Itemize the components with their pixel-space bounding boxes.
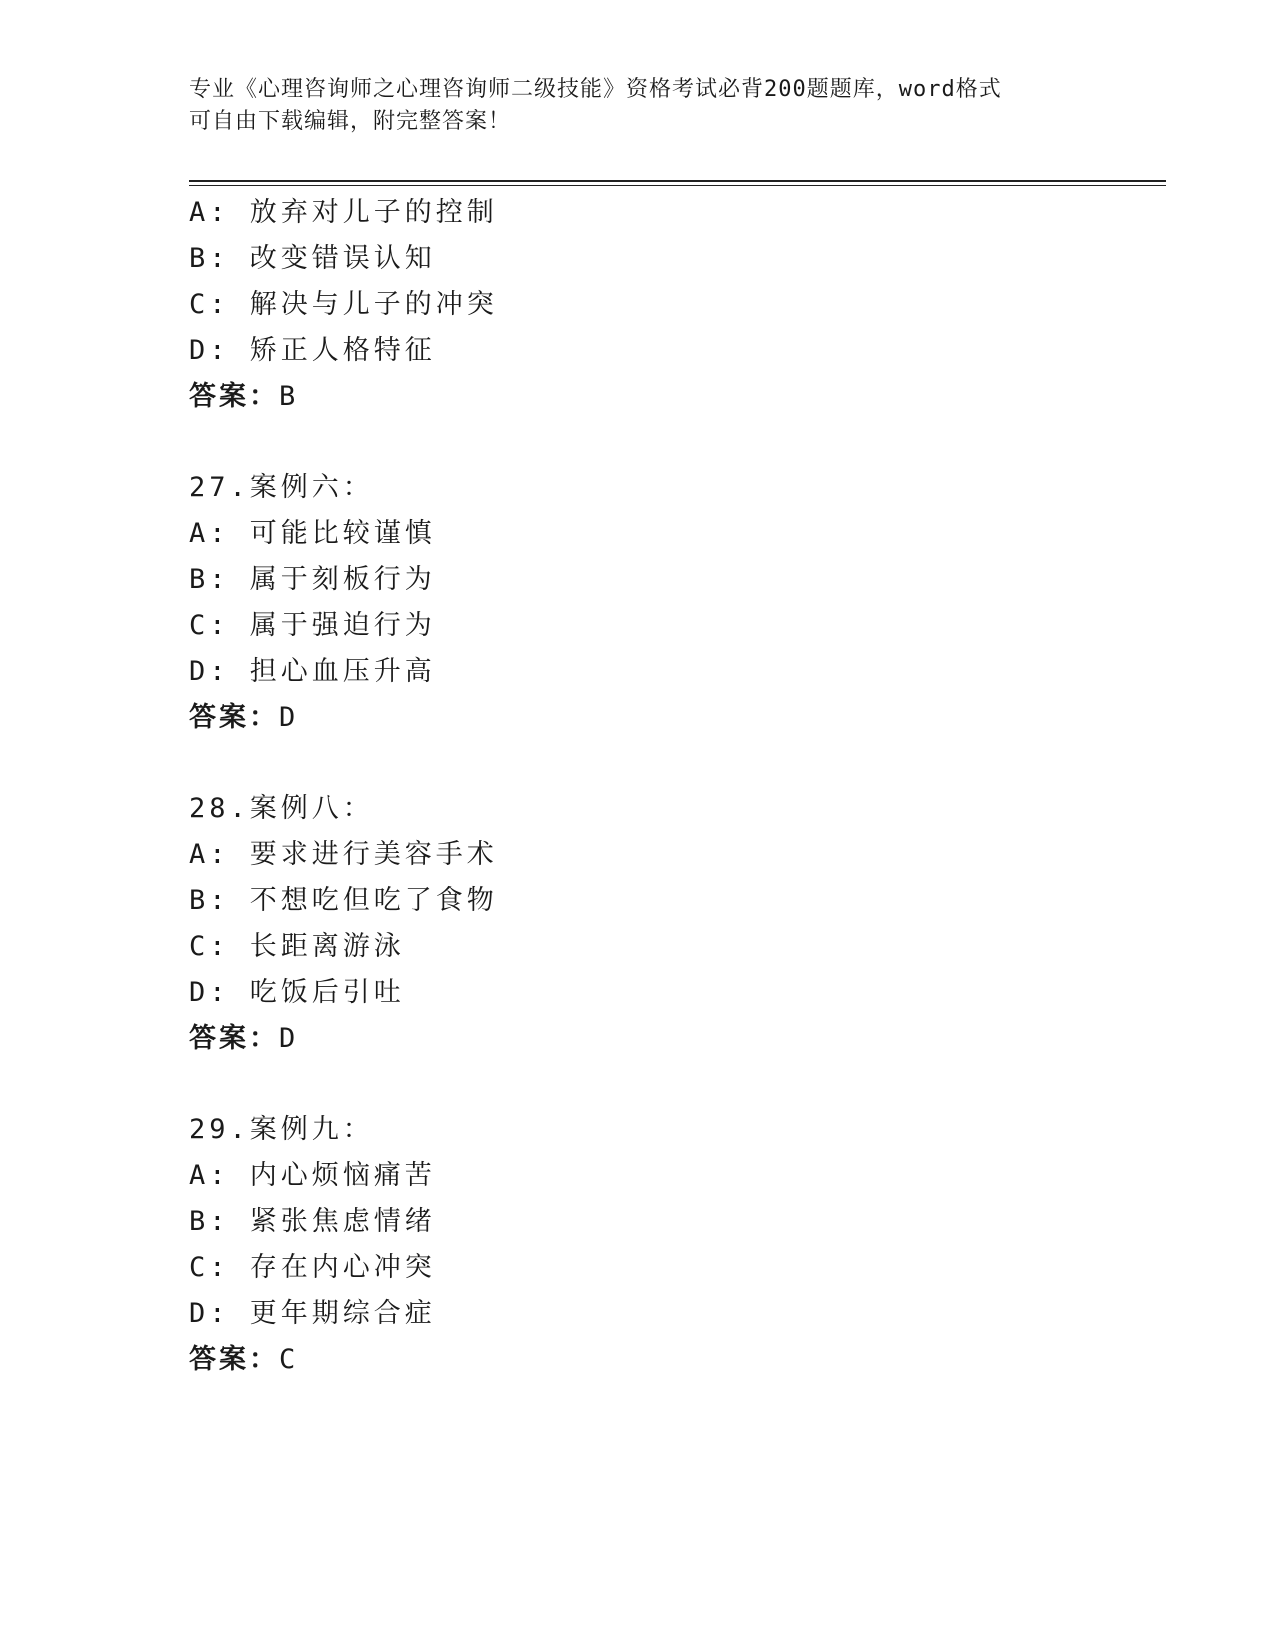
header-divider-thick [189,180,1166,182]
question-content [189,190,1089,1383]
option-letter: D: [189,1298,230,1329]
option-letter: C: [189,1252,230,1283]
option-text: 存在内心冲突 [249,1252,436,1283]
question-block-29 [189,1107,1089,1383]
option-c [189,282,1089,328]
option-text: 要求进行美容手术 [249,839,498,870]
answer-line [189,695,1089,741]
question-title: 28.案例八： [189,793,374,824]
option-letter: A: [189,1160,230,1191]
option-c [189,1245,1089,1291]
option-text: 属于刻板行为 [249,564,436,595]
option-letter: D: [189,335,230,366]
question-title: 29.案例九： [189,1114,374,1145]
option-text: 解决与儿子的冲突 [249,289,498,320]
option-text: 属于强迫行为 [249,610,436,641]
option-text: 长距离游泳 [249,931,405,962]
option-letter: C: [189,610,230,641]
option-letter: A: [189,197,230,228]
option-text: 吃饭后引吐 [249,977,405,1008]
answer-value: B [279,381,298,412]
option-d [189,328,1089,374]
answer-value: C [279,1344,298,1375]
option-letter: C: [189,289,230,320]
question-title: 27.案例六： [189,472,374,503]
spacer [189,1062,1089,1107]
option-text: 改变错误认知 [249,243,436,274]
option-d [189,970,1089,1016]
option-b [189,878,1089,924]
option-letter: B: [189,885,230,916]
option-b [189,236,1089,282]
header-divider-thin [189,185,1166,186]
option-letter: A: [189,518,230,549]
option-letter: D: [189,977,230,1008]
option-letter: B: [189,564,230,595]
option-text: 可能比较谨慎 [249,518,436,549]
option-d [189,649,1089,695]
answer-label: 答案： [189,1023,279,1054]
option-letter: D: [189,656,230,687]
answer-value: D [279,702,298,733]
spacer [189,420,1089,465]
document-header [189,74,1089,138]
option-letter: C: [189,931,230,962]
option-text: 内心烦恼痛苦 [249,1160,436,1191]
question-block-27 [189,465,1089,741]
option-a [189,511,1089,557]
answer-value: D [279,1023,298,1054]
option-d [189,1291,1089,1337]
header-line-2: 可自由下载编辑，附完整答案！ [189,109,512,134]
option-a [189,1153,1089,1199]
option-b [189,1199,1089,1245]
option-c [189,924,1089,970]
option-text: 不想吃但吃了食物 [249,885,498,916]
spacer [189,741,1089,786]
option-a [189,190,1089,236]
question-block-continued [189,190,1089,420]
option-a [189,832,1089,878]
option-text: 放弃对儿子的控制 [249,197,498,228]
option-letter: A: [189,839,230,870]
header-line-1: 专业《心理咨询师之心理咨询师二级技能》资格考试必背200题题库，word格式 [189,77,1002,102]
answer-line [189,374,1089,420]
question-block-28 [189,786,1089,1062]
answer-line [189,1337,1089,1383]
option-text: 矫正人格特征 [249,335,436,366]
option-b [189,557,1089,603]
option-c [189,603,1089,649]
option-text: 更年期综合症 [249,1298,436,1329]
option-letter: B: [189,1206,230,1237]
answer-line [189,1016,1089,1062]
option-text: 紧张焦虑情绪 [249,1206,436,1237]
option-text: 担心血压升高 [249,656,436,687]
answer-label: 答案： [189,1344,279,1375]
answer-label: 答案： [189,702,279,733]
option-letter: B: [189,243,230,274]
answer-label: 答案： [189,381,279,412]
